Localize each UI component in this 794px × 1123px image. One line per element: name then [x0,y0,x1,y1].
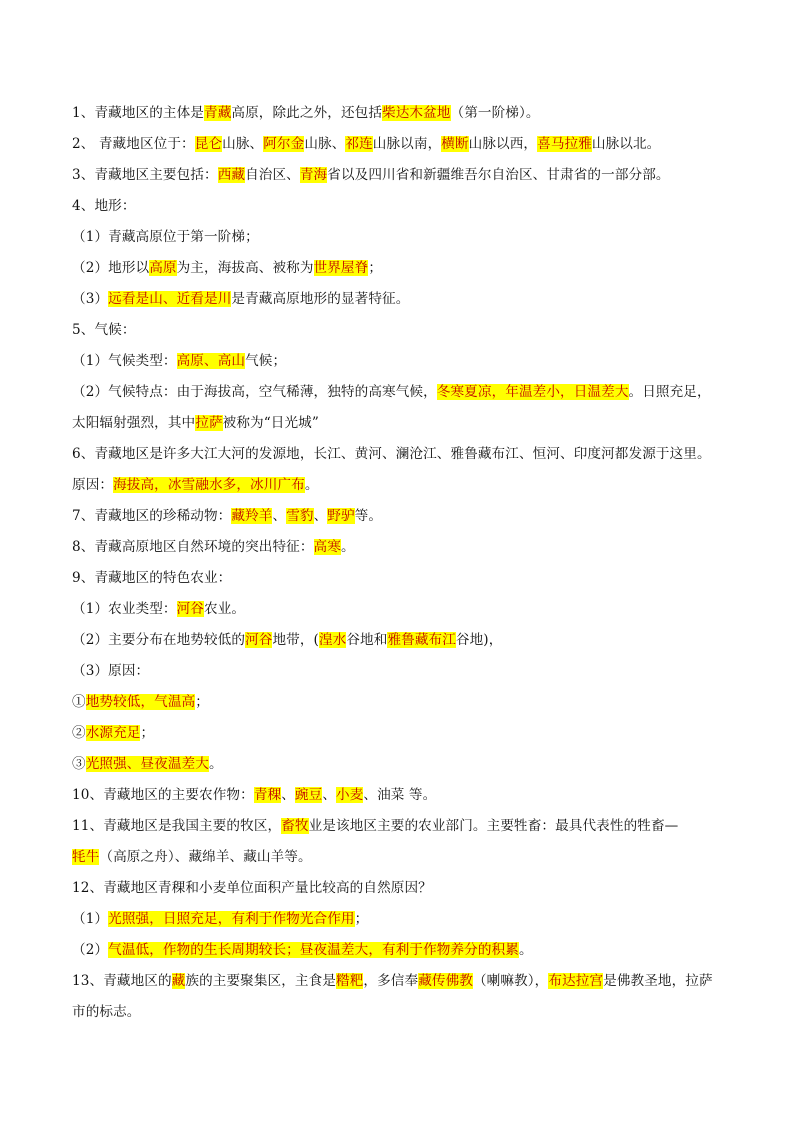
highlighted-term: 高原 [149,260,177,276]
text-run: 13、青藏地区的 [72,973,172,989]
text-run: 业是该地区主要的农业部门。主要牲畜：最具代表性的牲畜— [308,818,679,834]
text-run: 、 [281,787,295,803]
highlighted-term: 横断 [441,136,469,152]
text-run: 、 [313,508,328,524]
text-run: 11、青藏地区是我国主要的牧区， [72,818,282,834]
text-run: ③ [72,756,86,772]
highlighted-term: 畜牧 [281,818,309,834]
text-run: 8、青藏高原地区自然环境的突出特征： [72,539,314,555]
text-line [72,253,732,284]
highlighted-term: 喜马拉雅 [537,136,592,152]
text-run: 。 [304,477,319,493]
text-run: 9、青藏地区的特色农业： [72,570,232,586]
text-run: （2）气候特点：由于海拔高，空气稀薄，独特的高寒气候， [72,384,437,400]
text-run: 山脉以南， [372,136,442,152]
highlighted-term: 牦牛 [72,849,100,865]
notes-body [72,98,732,1028]
highlighted-term: 藏传佛教 [418,973,473,989]
text-line [72,439,732,470]
highlighted-term: 气温低，作物的生长周期较长；昼夜温差大，有利于作物养分的积累 [108,942,519,958]
text-run: 、 [272,508,287,524]
highlighted-term: 藏 [171,973,186,989]
highlighted-term: 高寒 [313,539,341,555]
text-run: ，多信奉 [363,973,419,989]
text-line [72,191,732,222]
text-run: 高原，除此之外，还包括 [231,105,383,121]
highlighted-term: 藏羚羊 [231,508,273,524]
text-run: 气候； [245,353,287,369]
highlighted-term: 雪豹 [286,508,314,524]
text-line [72,160,732,191]
text-line [72,966,732,997]
text-run: 太阳辐射强烈，其中 [72,415,196,431]
text-run: ； [140,725,155,741]
highlighted-term: 水源充足 [85,725,141,741]
text-run: 族的主要聚集区，主食是 [185,973,337,989]
text-run: 。 [208,756,223,772]
text-run: 自治区、 [245,167,300,183]
highlighted-term: 地势较低，气温高 [85,694,196,710]
highlighted-term: 世界屋脊 [313,260,369,276]
text-line [72,346,732,377]
text-run: 6、青藏地区是许多大江大河的发源地，长江、黄河、澜沧江、雅鲁藏布江、恒河、印度河都发源于这里。 [72,446,711,462]
text-line [72,687,732,718]
highlighted-term: 河谷 [176,601,204,617]
text-run: （1）青藏高原位于第一阶梯； [72,229,259,245]
text-run: 是佛教圣地，拉萨 [603,973,713,989]
text-run: 地带，( [272,632,319,648]
text-run: 。日照充足， [628,384,711,400]
text-line [72,284,732,315]
highlighted-term: 昆仑 [194,136,223,152]
highlighted-term: 湟水 [318,632,347,648]
text-run: 。 [340,539,355,555]
text-line [72,904,732,935]
text-line [72,222,732,253]
highlighted-term: 光照强，日照充足，有利于作物光合作用 [108,911,355,927]
text-run: 。 [518,942,533,958]
text-line [72,98,732,129]
highlighted-term: 布达拉宫 [548,973,604,989]
text-line [72,563,732,594]
text-run: ① [72,694,86,710]
highlighted-term: 冬寒夏凉，年温差小，日温差大 [436,384,629,400]
text-line [72,129,732,160]
text-run: （喇嘛教）， [472,973,549,989]
text-line [72,811,732,842]
text-line [72,873,732,904]
highlighted-term: 海拔高，冰雪融水多，冰川广布 [113,477,305,493]
highlighted-term: 小麦 [336,787,364,803]
text-run: 12、青藏地区青稞和小麦单位面积产量比较高的自然原因？ [72,880,432,896]
text-run: 1、青藏地区的主体是 [72,105,204,121]
text-run: （2）主要分布在地势较低的 [72,632,246,648]
text-run: （3） [72,291,109,307]
text-run: （2） [72,942,109,958]
text-run: 农业。 [204,601,246,617]
text-run: 、油菜 等。 [363,787,437,803]
text-run: （1）农业类型： [72,601,177,617]
highlighted-term: 青藏 [204,105,232,121]
highlighted-term: 西藏 [217,167,246,183]
text-line [72,842,732,873]
text-run: 为主，海拔高、被称为 [176,260,314,276]
highlighted-term: 雅鲁藏布江 [387,632,456,648]
text-run: 市的标志。 [72,1004,141,1020]
text-run: （3）原因： [72,663,150,679]
text-run: 10、青藏地区的主要农作物： [72,787,254,803]
text-run: ； [195,694,209,710]
highlighted-term: 拉萨 [195,415,223,431]
text-run: 被称为“日光城” [222,415,319,431]
text-run: （1）气候类型： [72,353,177,369]
text-line [72,532,732,563]
highlighted-term: 远看是山、近看是川 [108,291,232,307]
text-line [72,625,732,656]
text-line [72,470,732,501]
text-line [72,501,732,532]
highlighted-term: 祁连 [345,136,373,152]
text-run: ； [354,911,369,927]
text-run: 是青藏高原地形的显著特征。 [231,291,410,307]
text-line [72,780,732,811]
text-run: 3、青藏地区主要包括： [72,167,218,183]
highlighted-term: 高原、高山 [176,353,246,369]
highlighted-term: 青稞 [253,787,282,803]
text-run: 谷地和 [346,632,388,648]
text-run: ； [368,260,383,276]
text-run: 山脉以北。 [591,136,661,152]
text-run: （2）地形以 [72,260,150,276]
text-line [72,935,732,966]
text-run: 山脉、 [304,136,346,152]
highlighted-term: 光照强、昼夜温差大 [85,756,209,772]
text-run: （第一阶梯）。 [450,105,540,121]
text-run: 山脉以西， [468,136,538,152]
text-line [72,408,732,439]
text-run: 2、 青藏地区位于： [72,136,195,152]
highlighted-term: 糌粑 [336,973,364,989]
text-run: 等。 [354,508,383,524]
text-line [72,315,732,346]
text-run: 5、气候： [72,322,136,338]
text-run: 7、青藏地区的珍稀动物： [72,508,232,524]
highlighted-term: 阿尔金 [263,136,305,152]
text-run: 谷地)， [455,632,503,648]
text-run: 山脉、 [222,136,264,152]
highlighted-term: 豌豆 [294,787,323,803]
text-line [72,749,732,780]
text-line [72,377,732,408]
highlighted-term: 青海 [299,167,328,183]
text-run: 原因： [72,477,114,493]
text-run: 、 [322,787,337,803]
text-line [72,594,732,625]
text-line [72,718,732,749]
text-run: 省以及四川省和新疆维吾尔自治区、甘肃省的一部分部。 [327,167,670,183]
text-run: ② [72,725,86,741]
text-run: 4、地形： [72,198,136,214]
text-line [72,656,732,687]
text-run: （高原之舟）、藏绵羊、藏山羊等。 [99,849,312,865]
text-line [72,997,732,1028]
text-run: （1） [72,911,109,927]
highlighted-term: 柴达木盆地 [382,105,451,121]
highlighted-term: 野驴 [327,508,355,524]
highlighted-term: 河谷 [245,632,273,648]
